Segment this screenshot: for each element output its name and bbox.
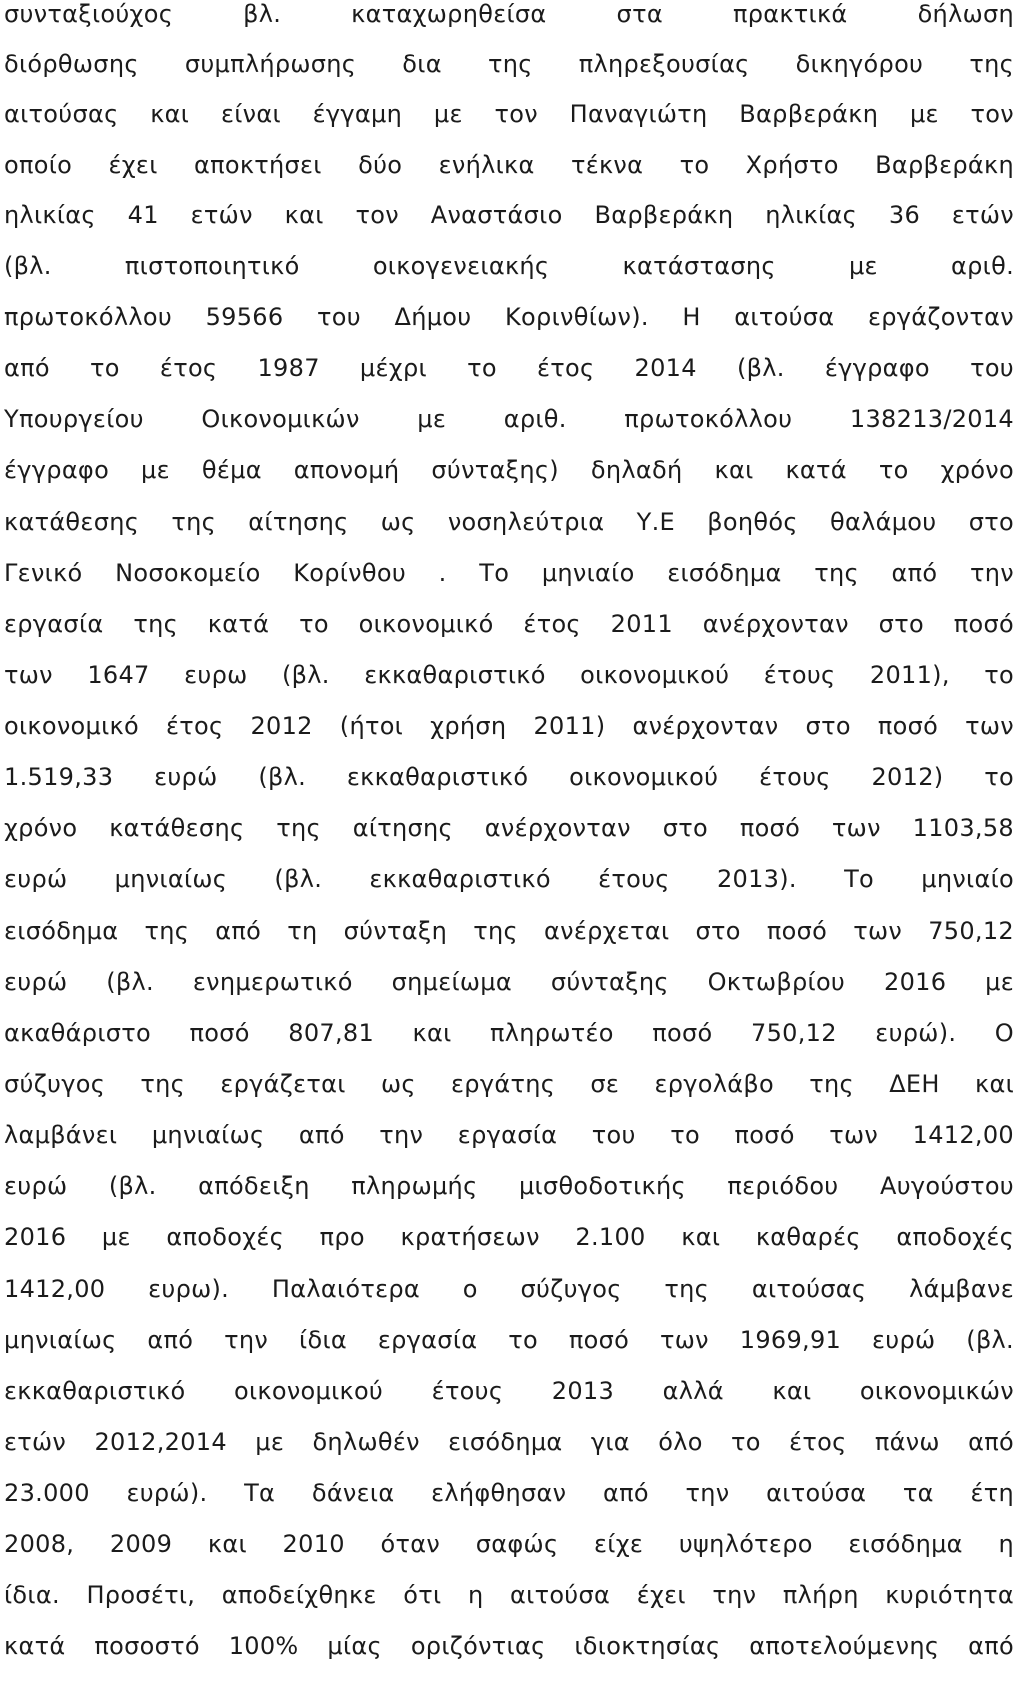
text-line: από το έτος 1987 μέχρι το έτος 2014 (βλ. έγγραφο του <box>4 354 1014 382</box>
text-line: 23.000 ευρώ). Τα δάνεια ελήφθησαν από την αιτούσα τα έτη <box>4 1479 1014 1507</box>
text-line: εκκαθαριστικό οικονομικού έτους 2013 αλλά και οικονομικών <box>4 1377 1014 1405</box>
text-line: (βλ. πιστοποιητικό οικογενειακής κατάστασης με αριθ. <box>4 252 1014 280</box>
text-line: κατά ποσοστό 100% μίας οριζόντιας ιδιοκτησίας αποτελούμενης από <box>4 1632 1014 1660</box>
text-line: οικονομικό έτος 2012 (ήτοι χρήση 2011) ανέρχονταν στο ποσό των <box>4 712 1014 740</box>
text-line: ευρώ (βλ. ενημερωτικό σημείωμα σύνταξης Οκτωβρίου 2016 με <box>4 968 1014 996</box>
text-line: αιτούσας και είναι έγγαμη με τον Παναγιώτη Βαρβεράκη με τον <box>4 100 1014 128</box>
text-line: εισόδημα της από τη σύνταξη της ανέρχεται στο ποσό των 750,12 <box>4 917 1014 945</box>
text-line: των 1647 ευρω (βλ. εκκαθαριστικό οικονομικού έτους 2011), το <box>4 661 1014 689</box>
text-line: χρόνο κατάθεσης της αίτησης ανέρχονταν στο ποσό των 1103,58 <box>4 814 1014 842</box>
text-line: ίδια. Προσέτι, αποδείχθηκε ότι η αιτούσα έχει την πλήρη κυριότητα <box>4 1581 1014 1609</box>
text-line: κατάθεσης της αίτησης ως νοσηλεύτρια Υ.Ε βοηθός θαλάμου στο <box>4 508 1014 536</box>
text-line: 2016 με αποδοχές προ κρατήσεων 2.100 και καθαρές αποδοχές <box>4 1223 1014 1251</box>
text-line: συνταξιούχος βλ. καταχωρηθείσα στα πρακτικά δήλωση <box>4 0 1014 28</box>
text-line: εργασία της κατά το οικονομικό έτος 2011 ανέρχονταν στο ποσό <box>4 610 1014 638</box>
text-line: Γενικό Νοσοκομείο Κορίνθου . Το μηνιαίο εισόδημα της από την <box>4 559 1014 587</box>
text-line: πρωτοκόλλου 59566 του Δήμου Κορινθίων). Η αιτούσα εργάζονταν <box>4 303 1014 331</box>
text-line: σύζυγος της εργάζεται ως εργάτης σε εργολάβο της ΔΕΗ και <box>4 1070 1014 1098</box>
text-line: ακαθάριστο ποσό 807,81 και πληρωτέο ποσό 750,12 ευρώ). Ο <box>4 1019 1014 1047</box>
text-line: ευρώ μηνιαίως (βλ. εκκαθαριστικό έτους 2013). Το μηνιαίο <box>4 865 1014 893</box>
text-line: ετών 2012,2014 με δηλωθέν εισόδημα για όλο το έτος πάνω από <box>4 1428 1014 1456</box>
text-line: οποίο έχει αποκτήσει δύο ενήλικα τέκνα το Χρήστο Βαρβεράκη <box>4 151 1014 179</box>
text-line: διόρθωσης συμπλήρωσης δια της πληρεξουσίας δικηγόρου της <box>4 50 1014 78</box>
text-line: ευρώ (βλ. απόδειξη πληρωμής μισθοδοτικής περιόδου Αυγούστου <box>4 1172 1014 1200</box>
text-line: ηλικίας 41 ετών και τον Αναστάσιο Βαρβεράκη ηλικίας 36 ετών <box>4 201 1014 229</box>
text-line: Υπουργείου Οικονομικών με αριθ. πρωτοκόλλου 138213/2014 <box>4 405 1014 433</box>
text-line: μηνιαίως από την ίδια εργασία το ποσό των 1969,91 ευρώ (βλ. <box>4 1326 1014 1354</box>
text-line: λαμβάνει μηνιαίως από την εργασία του το ποσό των 1412,00 <box>4 1121 1014 1149</box>
text-line: έγγραφο με θέμα απονομή σύνταξης) δηλαδή και κατά το χρόνο <box>4 456 1014 484</box>
text-line: 1412,00 ευρω). Παλαιότερα ο σύζυγος της αιτούσας λάμβανε <box>4 1275 1014 1303</box>
text-line: 2008, 2009 και 2010 όταν σαφώς είχε υψηλότερο εισόδημα η <box>4 1530 1014 1558</box>
text-line: 1.519,33 ευρώ (βλ. εκκαθαριστικό οικονομικού έτους 2012) το <box>4 763 1014 791</box>
